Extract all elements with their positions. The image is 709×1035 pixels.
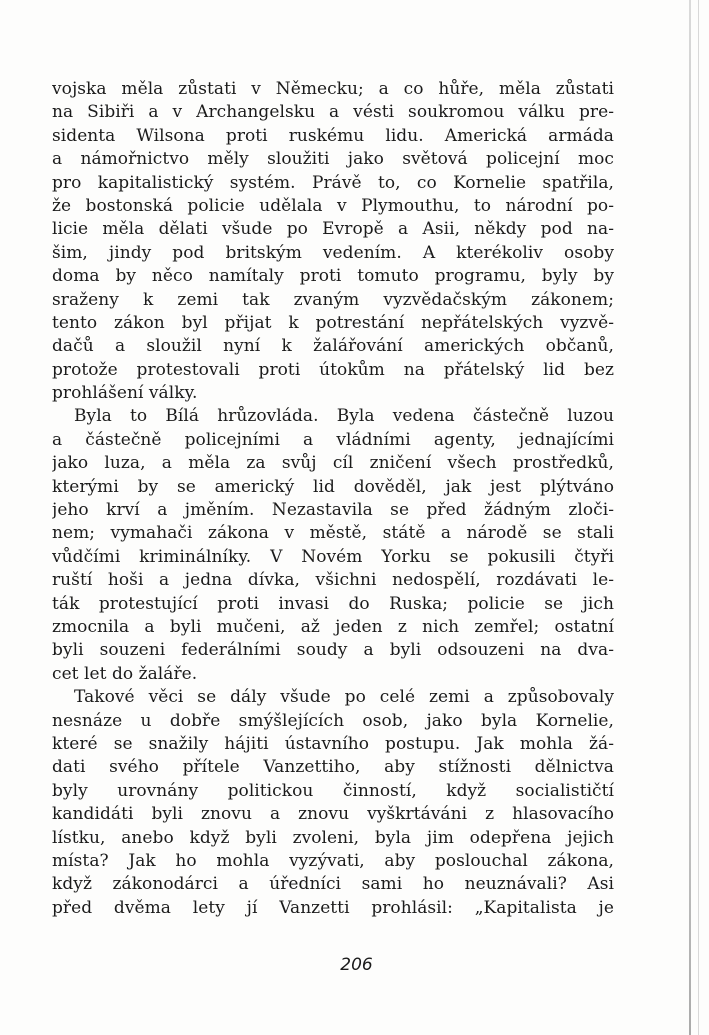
body-text bbox=[52, 78, 614, 920]
text-line: licie měla dělati všude po Evropě a Asii, někdy pod na- bbox=[52, 219, 614, 240]
text-line: jeho krví a jměním. Nezastavila se před žádným zloči- bbox=[52, 500, 614, 521]
text-line: zmocnila a byli mučeni, až jeden z nich zemřel; ostatní bbox=[52, 616, 614, 637]
text-line: prohlášení války. bbox=[52, 383, 198, 404]
text-line: sraženy k zemi tak zvaným vyzvědačským zákonem; bbox=[52, 289, 614, 310]
text-line: že bostonská policie udělala v Plymouthu, to národní po- bbox=[52, 195, 614, 216]
text-line: dačů a sloužil nyní k žalářování amerických občanů, bbox=[52, 336, 614, 357]
text-line: jako luza, a měla za svůj cíl zničení všech prostředků, bbox=[52, 453, 614, 474]
text-line: před dvěma lety jí Vanzetti prohlásil: „Kapitalista je bbox=[52, 897, 614, 918]
text-line: vojska měla zůstati v Německu; a co hůře, měla zůstati bbox=[52, 79, 614, 99]
text-line: cet let do žaláře. bbox=[52, 663, 198, 684]
text-line: protože protestovali proti útokům na přátelský lid bez bbox=[52, 359, 614, 380]
text-line: kandidáti byli znovu a znovu vyškrtáváni z hlasovacího bbox=[52, 804, 614, 825]
text-line: byli souzeni federálními soudy a byli odsouzeni na dva- bbox=[52, 640, 614, 661]
text-line: šim, jindy pod britským vedením. A kterékoliv osoby bbox=[52, 242, 614, 263]
text-line: ruští hoši a jedna dívka, všichni nedospělí, rozdávati le- bbox=[52, 570, 614, 591]
text-line: lístku, anebo když byli zvoleni, byla jim odepřena jejich bbox=[52, 827, 614, 848]
text-line: byly urovnány politickou činností, když socialističtí bbox=[52, 780, 614, 801]
text-line: Byla to Bílá hrůzovláda. Byla vedena částečně luzou bbox=[74, 406, 614, 427]
text-line: ták protestující proti invasi do Ruska; policie se jich bbox=[52, 593, 614, 614]
page-edge-shadow bbox=[689, 0, 691, 1035]
text-line: a částečně policejními a vládními agenty, jednajícími bbox=[52, 429, 614, 450]
text-line: tento zákon byl přijat k potrestání nepřátelských vyzvě- bbox=[52, 312, 614, 333]
page-number: 206 bbox=[340, 955, 373, 975]
text-line: dati svého přítele Vanzettiho, aby stížnosti dělnictva bbox=[52, 757, 614, 778]
text-line: sidenta Wilsona proti ruskému lidu. Americká armáda bbox=[52, 125, 614, 146]
text-line: pro kapitalistický systém. Právě to, co Kornelie spatřila, bbox=[52, 172, 614, 193]
text-line: a námořnictvo měly sloužiti jako světová policejní moc bbox=[52, 149, 614, 170]
text-line: Takové věci se dály všude po celé zemi a způsobovaly bbox=[74, 687, 614, 708]
text-line: na Sibiři a v Archangelsku a vésti soukromou válku pre- bbox=[52, 102, 614, 123]
text-line: nem; vymahači zákona v městě, státě a národě se stali bbox=[52, 523, 614, 544]
page-edge-line bbox=[698, 0, 699, 1035]
text-line: které se snažily hájiti ústavního postupu. Jak mohla žá- bbox=[52, 733, 614, 754]
text-line: nesnáze u dobře smýšlejících osob, jako byla Kornelie, bbox=[52, 710, 614, 731]
text-line: když zákonodárci a úředníci sami ho neuznávali? Asi bbox=[52, 874, 614, 895]
text-line: vůdčími kriminálníky. V Novém Yorku se pokusili čtyři bbox=[52, 546, 614, 567]
text-line: doma by něco namítaly proti tomuto programu, byly by bbox=[52, 266, 614, 287]
text-line: kterými by se americký lid dověděl, jak jest plýtváno bbox=[52, 476, 614, 497]
text-line: místa? Jak ho mohla vyzývati, aby poslouchal zákona, bbox=[52, 850, 614, 871]
